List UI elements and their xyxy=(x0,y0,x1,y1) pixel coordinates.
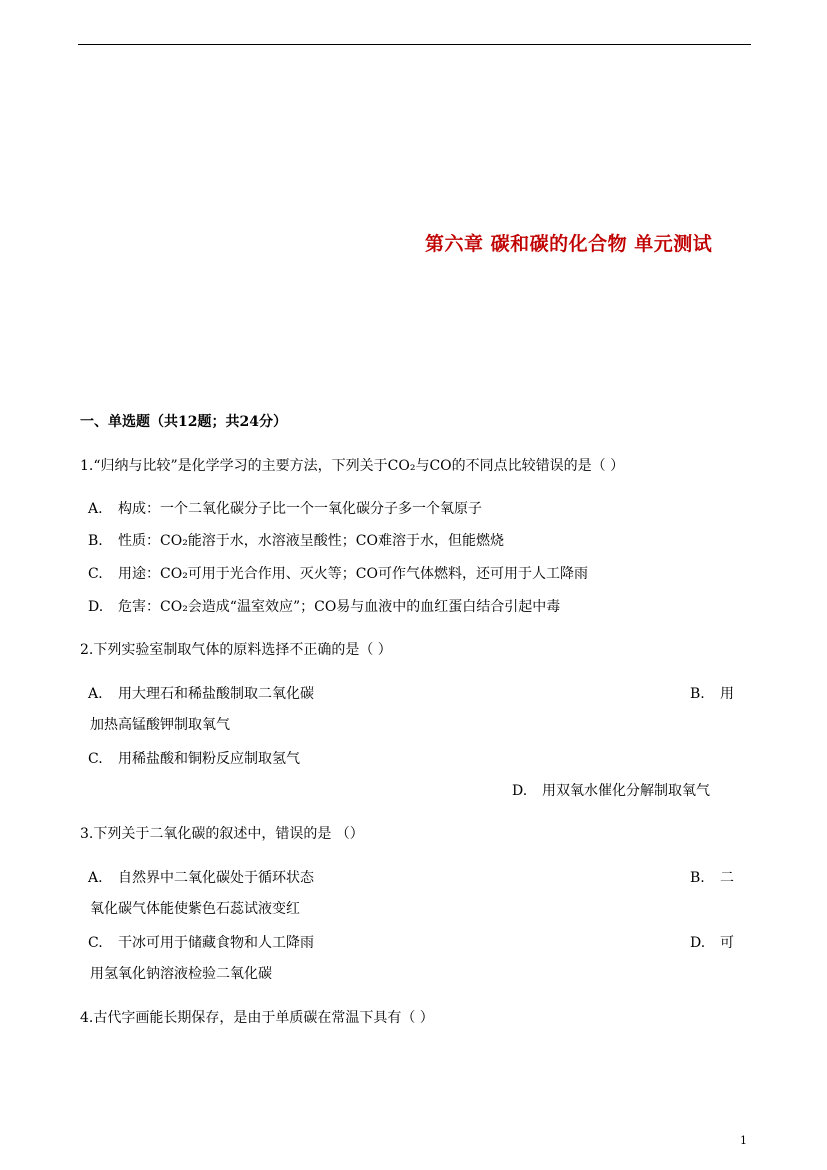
page-number: 1 xyxy=(740,1134,747,1147)
option-letter: A. xyxy=(88,686,103,702)
option-letter: D. xyxy=(512,783,528,799)
option-letter: A. xyxy=(88,501,103,517)
option-letter: D. xyxy=(88,599,104,615)
option-letter: D. xyxy=(690,935,706,951)
question-3-option-d-continuation: 用氢氧化钠溶液检验二氧化碳 xyxy=(90,966,272,982)
question-2-option-b-continuation: 加热高锰酸钾制取氧气 xyxy=(90,717,230,733)
option-text: 用途：CO₂可用于光合作用、灭火等；CO可作气体燃料，还可用于人工降雨 xyxy=(118,566,588,582)
option-text: 用双氧水催化分解制取氧气 xyxy=(542,783,710,799)
option-letter: C. xyxy=(88,935,103,951)
question-1-option-a xyxy=(88,498,482,518)
question-1-stem: 1.“归纳与比较”是化学学习的主要方法，下列关于CO₂与CO的不同点比较错误的是（ ） xyxy=(80,458,625,474)
header-rule xyxy=(78,44,751,45)
question-3-stem: 3.下列关于二氧化碳的叙述中，错误的是 （） xyxy=(80,826,364,842)
question-3-option-b-continuation: 氧化碳气体能使紫色石蕊试液变红 xyxy=(90,901,300,917)
option-text: 用 xyxy=(720,686,734,702)
question-3-option-a xyxy=(88,867,314,887)
page-title: 第六章 碳和碳的化合物 单元测试 xyxy=(425,233,713,255)
question-2-option-d xyxy=(512,780,710,800)
option-text: 性质：CO₂能溶于水，水溶液呈酸性；CO难溶于水，但能燃烧 xyxy=(118,533,504,549)
question-3-option-d xyxy=(690,932,734,952)
option-text: 二 xyxy=(720,870,734,886)
option-letter: B. xyxy=(690,870,705,886)
question-4-stem: 4.古代字画能长期保存，是由于单质碳在常温下具有（ ） xyxy=(80,1010,434,1026)
question-2-option-b xyxy=(690,683,734,703)
section-heading: 一、单选题（共12题；共24分） xyxy=(80,414,287,430)
question-1-option-b xyxy=(88,530,504,550)
option-text: 用大理石和稀盐酸制取二氧化碳 xyxy=(118,686,314,702)
question-2-option-a xyxy=(88,683,314,703)
option-letter: C. xyxy=(88,566,103,582)
question-3-option-c xyxy=(88,932,314,952)
option-letter: C. xyxy=(88,751,103,767)
option-letter: B. xyxy=(690,686,705,702)
option-letter: B. xyxy=(88,533,103,549)
option-text: 构成：一个二氧化碳分子比一个一氧化碳分子多一个氧原子 xyxy=(118,501,482,517)
option-text: 可 xyxy=(720,935,734,951)
option-text: 自然界中二氧化碳处于循环状态 xyxy=(118,870,314,886)
question-2-stem: 2.下列实验室制取气体的原料选择不正确的是（ ） xyxy=(80,642,392,658)
question-2-option-c xyxy=(88,748,300,768)
question-1-option-c xyxy=(88,563,588,583)
question-3-option-b xyxy=(690,867,734,887)
option-letter: A. xyxy=(88,870,103,886)
option-text: 用稀盐酸和铜粉反应制取氢气 xyxy=(118,751,300,767)
option-text: 危害：CO₂会造成“温室效应”；CO易与血液中的血红蛋白结合引起中毒 xyxy=(118,599,561,615)
option-text: 干冰可用于储藏食物和人工降雨 xyxy=(118,935,314,951)
question-1-option-d xyxy=(88,596,560,616)
